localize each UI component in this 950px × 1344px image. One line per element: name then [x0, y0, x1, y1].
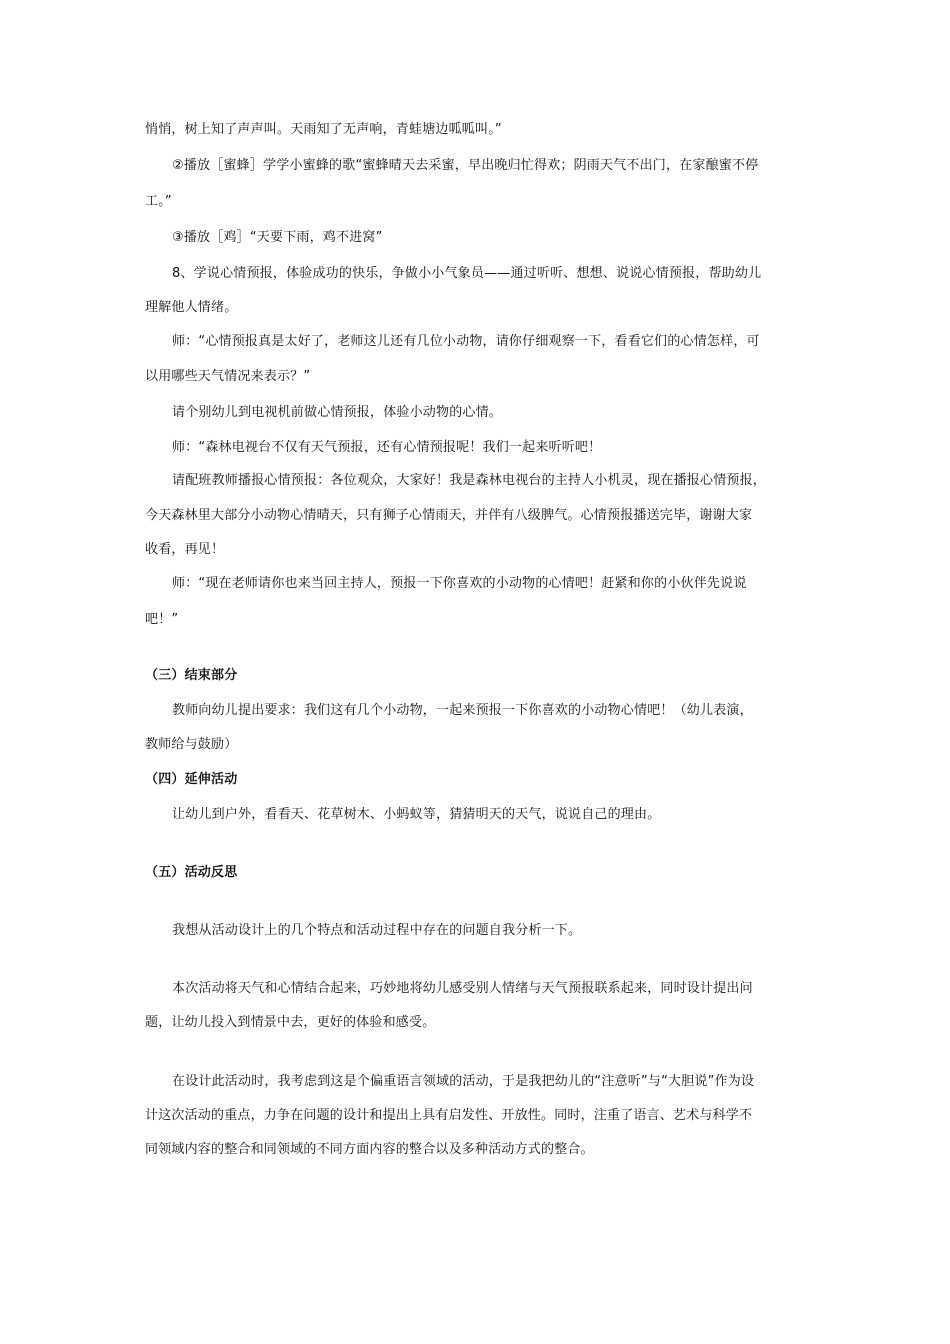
paragraph-line: 师：“心情预报真是太好了，老师这儿还有几位小动物，请你仔细观察一下，看看它们的心情怎样，可: [172, 334, 760, 349]
paragraph-line: 悄悄，树上知了声声叫。天雨知了无声响，青蛙塘边呱呱叫。”: [145, 122, 502, 137]
paragraph-line: 计这次活动的重点，力争在问题的设计和提出上具有启发性、开放性。同时，注重了语言、艺术与科学不: [145, 1108, 753, 1123]
section-heading: （三）结束部分: [145, 668, 238, 683]
paragraph-line: 工。”: [145, 194, 172, 209]
paragraph-line: 让幼儿到户外，看看天、花草树木、小蚂蚁等，猜猜明天的天气，说说自己的理由。: [172, 807, 661, 822]
paragraph-line: 请配班教师播报心情预报：各位观众，大家好！我是森林电视台的主持人小机灵，现在播报心情预报，: [172, 473, 767, 488]
paragraph-line: 教师给与鼓励）: [145, 737, 238, 752]
section-heading: （四）延伸活动: [145, 772, 238, 787]
paragraph-line: 今天森林里大部分小动物心情晴天，只有狮子心情雨天，并伴有八级脾气。心情预报播送完毕，谢谢大家: [145, 508, 753, 523]
paragraph-line: 题，让幼儿投入到情景中去，更好的体验和感受。: [145, 1015, 436, 1030]
paragraph-line: 教师向幼儿提出要求：我们这有几个小动物，一起来预报一下你喜欢的小动物心情吧！（幼儿表演，: [172, 703, 753, 718]
paragraph-line: 理解他人情绪。: [145, 300, 238, 315]
paragraph-line: 收看，再见！: [145, 542, 225, 557]
paragraph-line: 师：“森林电视台不仅有天气预报，还有心情预报呢！我们一起来听听吧！: [172, 440, 602, 455]
paragraph-line: 本次活动将天气和心情结合起来，巧妙地将幼儿感受别人情绪与天气预报联系起来，同时设计提出问: [172, 981, 753, 996]
paragraph-line: 师：“现在老师请你也来当回主持人，预报一下你喜欢的小动物的心情吧！赶紧和你的小伙伴先说说: [172, 576, 747, 591]
paragraph-line: 吧！”: [145, 612, 179, 627]
paragraph-line: 以用哪些天气情况来表示？”: [145, 369, 311, 384]
paragraph-line: 在设计此活动时，我考虑到这是个偏重语言领域的活动，于是我把幼儿的“注意听”与“大胆说”作为设: [172, 1074, 755, 1089]
paragraph-line: ③播放［鸡］“天要下雨，鸡不进窝”: [172, 230, 383, 245]
paragraph-line: 同领域内容的整合和同领域的不同方面内容的整合以及多种活动方式的整合。: [145, 1142, 594, 1157]
section-heading: （五）活动反思: [145, 865, 238, 880]
paragraph-line: 我想从活动设计上的几个特点和活动过程中存在的问题自我分析一下。: [172, 923, 582, 938]
paragraph-line: 8、学说心情预报，体验成功的快乐，争做小小气象员——通过听听、想想、说说心情预报，帮助幼儿: [172, 266, 762, 281]
paragraph-line: 请个别幼儿到电视机前做心情预报，体验小动物的心情。: [172, 405, 503, 420]
paragraph-line: ②播放［蜜蜂］学学小蜜蜂的歌“蜜蜂晴天去采蜜，早出晚归忙得欢；阴雨天气不出门，在家酿蜜不停: [172, 158, 759, 173]
